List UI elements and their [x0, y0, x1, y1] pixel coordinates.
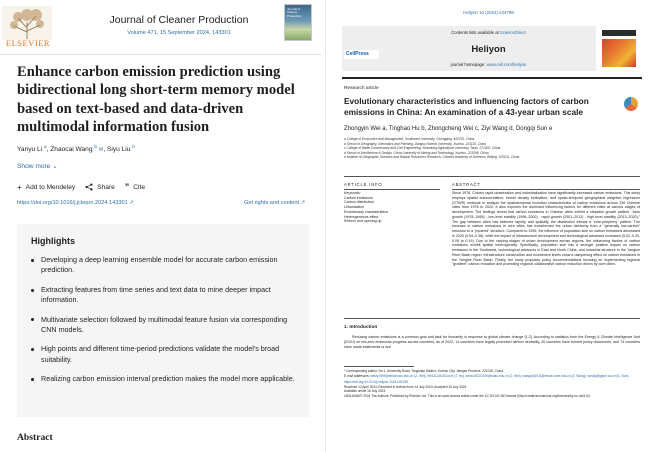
footnotes — [344, 369, 640, 399]
affiliation-line: d School of Architecture & Design, China University of Mining and Technology, Xuzhou, 221008, China — [344, 150, 489, 155]
contents-line: Contents lists available at ScienceDirect — [451, 30, 526, 35]
introduction-text: Reducing carbon emissions is a common goal and task for humanity in response to global climate change [1,2]. According to statistics from the Energy & Climate Intelligence Unit (ECIU) on net-zero emissions progress across countries, as of 2022, 14 countries have legally promoted carbon neutrality, 30 countries have formed policy documents, and 74 countries have made statements or are — [344, 335, 640, 349]
article-actions — [17, 181, 145, 193]
section-rule — [452, 189, 640, 190]
affiliation-line: a College of Economics and Management, Southwest University, Chongqing, 400715, China — [344, 137, 475, 141]
sciencedirect-link[interactable]: ScienceDirect — [499, 30, 526, 35]
external-link-icon: ↗ — [300, 200, 306, 206]
affiliation-line: c College of Water Conservancy and Civil Engineering, Shandong Agricultural University, Taian, 271002, China — [344, 146, 501, 151]
share-button[interactable]: Share — [85, 181, 115, 193]
highlights-box — [17, 224, 309, 417]
section-rule — [344, 176, 640, 177]
journal-volume-link[interactable]: Volume 471, 15 September 2024, 143301 — [127, 30, 231, 36]
keyword-item: Reform and opening up — [344, 219, 382, 224]
journal-cover-thumbnail[interactable]: Journal of Cleaner Production — [284, 4, 312, 41]
license-note: 2405-8440/© 2024 The Authors. Published by Elsevier Ltd. This is an open access article under the CC BY-NC-ND license (http://creativecommons.org/licenses/by-nc-nd/4.0/). — [344, 393, 591, 398]
article-info-heading: ARTICLE INFO — [344, 182, 383, 187]
sciencedirect-article-panel — [0, 0, 322, 452]
citation-header[interactable]: Heliyon 10 (2024) e34798 — [463, 10, 514, 15]
keyword-item: Carbon distribution — [344, 200, 375, 205]
keywords-label: Keywords: — [344, 191, 361, 195]
cellpress-logo: CellPress — [344, 50, 379, 59]
show-more-button[interactable]: Show more ⌄ — [17, 163, 58, 170]
journal-name: Heliyon — [471, 44, 506, 55]
crossmark-icon[interactable] — [624, 97, 638, 111]
pdf-abstract-text: Since 1978, China's rapid urbanization and industrialization have significantly increased carbon emissions. This study employs spatial autocorrelation, kernel density estimation, and spatio-temporal geographical weighted regression (GTWR) methods to analyze the spatiotemporal evolution characteristics of carbon emissions across 336 Chinese cities from 1978 to 2020. It also explores the dominant influencing factors for different cities at various stages of development. The findings reveal that carbon emissions in Chinese cities exhibit a stepwise growth pattern: "slow growth (1978–1995) - low-level stability (1996–2000) - rapid growth (2001–2012) - high-level stability (2013–2020)." The gap between cities has widened rapidly, and spatially, the distribution follows a "core-periphery" pattern. The increase in carbon emissions in core cities has transformed the urban hierarchy from a "generally low-carbon" structure to a "pyramid" structure. Compared to 1995, the influence of population size on carbon emissions decreased in 2020 (0.54–0.38), while the impact of infrastructure development and technological advances increased (0.02–0.25, 0.09 to 0.19). Due to the varying stages of urban development across regions, the influencing factors of carbon emissions exhibit spatial heterogeneity. Specifically, population size has a stronger positive impact on carbon emissions in the Southwest, technological advances in East and North China, and industrial structure in the Yangtze River Basin region. Infrastructure construction and investment levels show a dampening effect on carbon emissions in the Yangtze River Basin. Finally, the study proposes policy recommendations focusing on implementing regional "gradient" carbon reduction and promoting regional collaborative carbon reduction driven by core cities. — [452, 191, 640, 267]
footnote-rule — [344, 366, 414, 367]
paper-doi-link[interactable]: https://doi.org/10.1016/j.heliyon.2024.e34798 — [344, 380, 408, 385]
header-divider — [0, 54, 322, 55]
plus-icon: + — [17, 182, 22, 192]
homepage-link[interactable]: www.cell.com/heliyon — [486, 62, 527, 67]
article-type: Research article — [344, 86, 379, 91]
header-rule — [342, 77, 642, 79]
quote-icon: ” — [124, 182, 130, 192]
author-link[interactable]: Siyu Liu $^b$ — [106, 144, 135, 154]
corresponding-author-note: * Corresponding author. No.1, University Road, Tongshan District, Xuzhou City, Jiangsu Province, 221018, China. — [344, 369, 504, 373]
affiliation-line: b School of Geography, Geomatics and Planning, Jiangsu Normal University, Xuzhou, 221116, China — [344, 141, 487, 146]
rights-link[interactable]: Get rights and content ↗ — [244, 200, 306, 206]
journal-title-link[interactable]: Journal of Cleaner Production — [109, 14, 249, 26]
keyword-item: Evolutionary characteristics — [344, 209, 388, 214]
cite-button[interactable]: ” Cite — [124, 182, 146, 192]
email-links[interactable]: weizy1999@email.swu.edu.cn (Z. Wei), hth1111@163.com (T. Hu), weizc20222109@sdau.edu.cn (Z. Wei), wangziyi1911@email.cumt.edu.cn (Z. Wang), sundq@igsnrr.ac.cn (D. Sun). — [370, 373, 630, 378]
doi-link[interactable]: https://doi.org/10.1016/j.jclepro.2024.143301 ↗ — [17, 200, 134, 206]
received-dates: Received 12 April 2024; Received in revised form 14 July 2024; Accepted 15 July 2024 — [344, 384, 467, 389]
paper-title: Evolutionary characteristics and influencing factors of carbon emissions in China: An examination of a 43-year urban scale — [344, 96, 589, 117]
keyword-item: Heterogeneous effect — [344, 214, 379, 219]
paper-authors: Zhongyin Wei a, Tinghao Hu b, Zhongcheng Wei c, Ziyi Wang d, Dongqi Sun e — [344, 126, 553, 132]
highlight-item: Extracting features from time series and text data to mine deeper impact information. — [31, 285, 295, 306]
author-list: Yanyu Li $^a$, Zhaocai Wang $^b$ ✉, Siyu Liu $^b$ — [17, 144, 135, 154]
highlights-heading: Highlights — [31, 236, 75, 246]
keyword-item: Urbanization — [344, 205, 365, 210]
affiliations — [344, 137, 634, 160]
chevron-down-icon: ⌄ — [52, 163, 58, 170]
abstract-heading: Abstract — [17, 432, 53, 443]
highlights-list — [31, 255, 295, 385]
highlight-item: High points and different time-period predictions validate the model's broad suitability. — [31, 344, 295, 365]
author-link[interactable]: Yanyu Li $^a$ — [17, 144, 47, 154]
keyword-item: Carbon emissions — [344, 195, 373, 200]
section-rule — [344, 318, 640, 319]
share-icon — [85, 183, 93, 191]
affiliation-line: e Institute of Geographic Sciences and Natural Resources Research, Chinese Academy of Sciences, Beijing, 100101, China — [344, 155, 520, 160]
highlight-item: Multivariate selection followed by multimodal feature fusion via corresponding CNN models. — [31, 315, 295, 336]
add-to-mendeley-button[interactable]: + Add to Mendeley — [17, 182, 76, 192]
highlight-item: Realizing carbon emission interval prediction makes the model more applicable. — [31, 374, 295, 384]
heliyon-pdf-page — [325, 0, 650, 452]
elsevier-wordmark: ELSEVIER — [5, 38, 51, 48]
external-link-icon: ↗ — [129, 200, 134, 206]
pdf-abstract-heading: ABSTRACT — [452, 182, 481, 187]
highlight-item: Developing a deep learning ensemble model for accurate carbon emission prediction. — [31, 255, 295, 276]
introduction-heading: 1. Introduction — [344, 325, 378, 330]
email-icon[interactable]: ✉ — [98, 147, 104, 154]
heliyon-cover-thumbnail — [596, 26, 642, 71]
section-rule — [344, 189, 440, 190]
keywords-list — [344, 191, 388, 224]
homepage-line: journal homepage: www.cell.com/heliyon — [450, 62, 527, 67]
available-online: Available online 16 July 2024 — [344, 389, 386, 394]
author-link[interactable]: Zhaocai Wang $^b$ — [50, 144, 97, 154]
email-note: E-mail addresses: weizy1999@email.swu.edu.cn (Z. Wei), hth1111@163.com (T. Hu), weizc20222109@sdau.edu.cn (Z. Wei), wangziyi1911@email.cumt.edu.cn (Z. Wang), sundq@igsnrr.ac.cn (D. Sun). — [344, 373, 630, 378]
article-title: Enhance carbon emission prediction using bidirectional long short-term memory model based on text-based and data-driven multimodal information fusion — [17, 64, 295, 136]
